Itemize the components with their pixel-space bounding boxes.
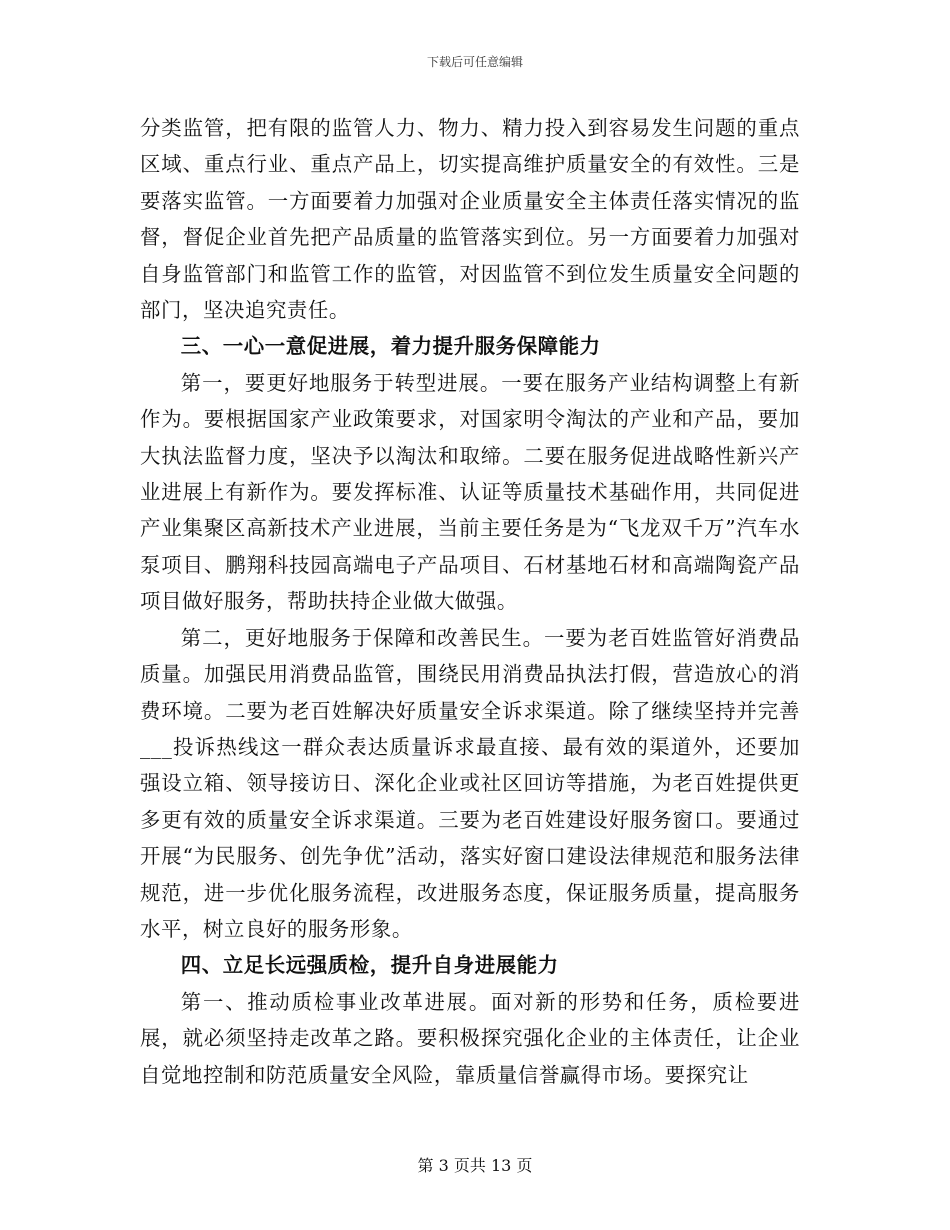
paragraph-continued: 分类监管，把有限的监管人力、物力、精力投入到容易发生问题的重点区域、重点行业、重点产品上，切实提高维护质量安全的有效性。三是要落实监管。一方面要着力加强对企业质量安全主体责任落实情况的监督，督促企业首先把产品质量的监管落实到位。另一方面要着力加强对自身监管部门和监管工作的监管，对因监管不到位发生质量安全问题的部门，坚决追究责任。 (140, 116, 800, 323)
paragraph-livelihood: 第二，更好地服务于保障和改善民生。一要为老百姓监管好消费品质量。加强民用消费品监管，围绕民用消费品执法打假，营造放心的消费环境。二要为老百姓解决好质量安全诉求渠道。除了继续坚持并完善___投诉热线这一群众表达质量诉求最直接、最有效的渠道外，还要加强设立箱、领导接访日、深化企业或社区回访等措施，为老百姓提供更多更有效的质量安全诉求渠道。三要为老百姓建设好服务窗口。要通过开展“为民服务、创先争优”活动，落实好窗口建设法律规范和服务法律规范，进一步优化服务流程，改进服务态度，保证服务质量，提高服务水平，树立良好的服务形象。 (140, 625, 800, 941)
section-heading-4: 四、立足长远强质检，提升自身进展能力 (180, 953, 559, 978)
page-header: 下载后可任意编辑 (426, 55, 523, 69)
page-number: 第 3 页共 13 页 (417, 1156, 533, 1175)
paragraph-reform: 第一、推动质检事业改革进展。面对新的形势和任务，质检要进展，就必须坚持走改革之路。要积极探究强化企业的主体责任，让企业自觉地控制和防范质量安全风险，靠质量信誉赢得市场。要探究让 (140, 989, 800, 1087)
section-heading-3: 三、一心一意促进展，着力提升服务保障能力 (180, 334, 601, 359)
document-body (140, 110, 800, 1093)
paragraph-transformation: 第一，要更好地服务于转型进展。一要在服务产业结构调整上有新作为。要根据国家产业政策要求，对国家明令淘汰的产业和产品，要加大执法监督力度，坚决予以淘汰和取缔。二要在服务促进战略性新兴产业进展上有新作为。要发挥标准、认证等质量技术基础作用，共同促进产业集聚区高新技术产业进展，当前主要任务是为“飞龙双千万”汽车水泵项目、鹏翔科技园高端电子产品项目、石材基地石材和高端陶瓷产品项目做好服务，帮助扶持企业做大做强。 (140, 370, 800, 614)
